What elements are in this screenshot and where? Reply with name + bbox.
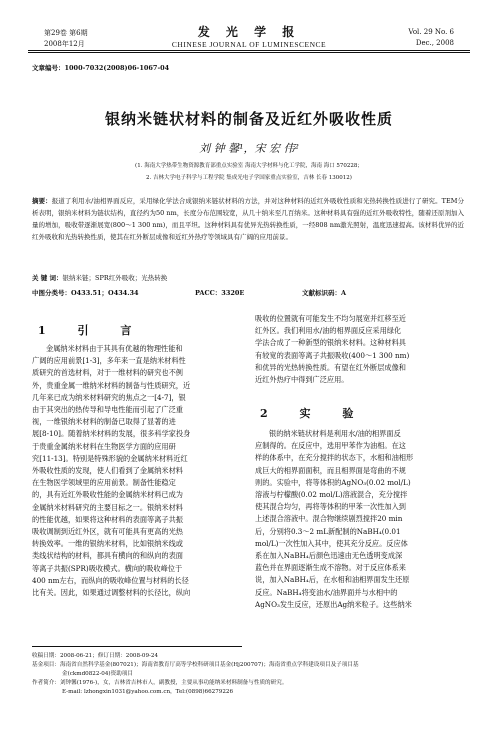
volume-issue-cn: 第29卷 第6期 [44, 29, 88, 37]
header-rule-thin [28, 52, 470, 53]
authors: 刘 钟 馨¹，宋 宏 伟² [199, 142, 299, 155]
footnote-line: 作者简介：刘钟馨(1976-)，女，吉林省吉林市人，副教授，主要从事功能纳米材料制备与性质的研究。 [32, 680, 288, 686]
body-text-line: 溶液与柠檬酸(0.02 mol/L)溶液混合，充分搅拌 [255, 490, 408, 500]
body-text-line: 使其混合均匀，再将等体积的甲苯一次性加入到 [255, 502, 406, 512]
date-cn: 2008年12月 [44, 40, 85, 48]
body-text-line: 近红外热疗中得到广泛应用。 [255, 375, 349, 385]
date-en: Dec., 2008 [415, 39, 454, 47]
body-text-line: mol/L)一次性加入其中，使其充分反应。反应体 [255, 538, 408, 548]
body-text-line: 应制得的。在反应中，选用甲苯作为油相。在这 [255, 441, 406, 451]
body-text-line: 吸收调制到近红外区，就有可能具有更高的光热 [32, 527, 183, 537]
body-text-line: 于贵重金属纳米材料在生物医学方面的应用研 [32, 441, 176, 451]
body-text-line: 系在加入NaBH₄后颜色迅速由无色透明变成深 [255, 551, 403, 561]
body-text-line: 的，具有近红外吸收性能的金属纳米材料已成为 [32, 490, 183, 500]
body-text-line: 转换效率。一维的银纳米材料，比如银纳米线或 [32, 539, 183, 549]
footnotes [32, 652, 472, 697]
journal-title-en: CHINESE JOURNAL OF LUMINESCENCE [171, 40, 327, 49]
body-text-line: 视，一维银纳米材料的制备已取得了显著的进 [32, 417, 176, 427]
body-text-line: 和优异的光热转换性质。有望在红外断层成像和 [255, 362, 406, 372]
footnote-line: 收稿日期：2008-06-21；修订日期：2008-09-24 [32, 653, 159, 659]
right-column-top [255, 313, 467, 386]
body-text-line: 则的。实验中，将等体积的AgNO₃(0.02 mol/L) [255, 477, 411, 487]
left-column [32, 343, 244, 599]
body-text-line: 有较宽的表面等离子共振吸收(400～1 300 nm) [255, 350, 410, 360]
body-text-line: 蓝色并在界面逐渐生成不溶物。对于反应体系来 [255, 563, 406, 573]
right-column-bottom [255, 428, 467, 611]
article-id: 文章编号：1000-7032(2008)06-1067-04 [32, 64, 170, 72]
body-text-line: 400 nm左右，而纵向的吸收峰位置与材料的长径 [32, 575, 189, 585]
body-text-line: 说，加入NaBH₄后，在水相和油相界面发生还原 [255, 575, 410, 585]
body-text-line: 金属纳米材料由于其具有优越的物理性能和 [46, 344, 183, 353]
journal-title-cn: 发 光 学 报 [197, 25, 301, 39]
paper-title: 银纳米链状材料的制备及近红外吸收性质 [104, 110, 393, 128]
keywords-text: 银纳米链；SPR红外吸收；光热转换 [62, 274, 168, 282]
body-text-line: 金属纳米材料研究的主要目标之一。银纳米材料 [32, 502, 183, 512]
body-text-line: 成巨大的相界面面积，而且相界面是弯曲的不规 [255, 465, 406, 475]
abstract [32, 195, 464, 243]
pacc-code: PACC：3320E [195, 289, 245, 297]
body-text-line: 银的纳米链状材料是利用水/油的相界面反 [269, 429, 401, 438]
body-text-line: 后，分别将0.3～2 mL新配制的NaBH₄(0.01 [255, 526, 401, 536]
body-text-line: 在生物医学领域里的应用前景。制备性能稳定 [32, 478, 176, 488]
body-text-line: 由于其突出的热传导和导电性能而引起了广泛重 [32, 405, 183, 415]
body-text-line: 广阔的应用前景[1-3]，多年来一直是纳米材料性 [32, 356, 186, 366]
classification [32, 288, 347, 297]
body-text-line: 样的体系中，在充分搅拌的状态下，水相和油相形 [255, 453, 414, 463]
section-heading-introduction: 1 引 言 [38, 324, 146, 337]
body-text-line: 的性能优越，如果将这种材料的表面等离子共振 [32, 514, 183, 524]
body-text-line: 质研究的首选材料，对于一维材料的研究也不例 [32, 368, 183, 378]
footnote-rule [32, 646, 242, 647]
keywords-label: 关 键 词： [32, 274, 63, 282]
section-heading-experiment: 2 实 验 [260, 407, 368, 420]
volume-issue-en: Vol. 29 No. 6 [408, 28, 454, 36]
body-text-line: 等离子共振(SPR)吸收模式。横向的吸收峰位于 [32, 563, 183, 573]
affiliation-2: 2. 吉林大学电子科学与工程学院 集成光电子学国家重点实验室，吉林 长春 130012) [146, 175, 352, 181]
footnote-line: 基金项目：海南省自然科学基金(807021)；海南省教育厅高等学校科研项目基金(Hj200707)；海南省重点学科建设项目及子项目基 [32, 662, 359, 668]
body-text-line: 吸收的位置就有可能发生不均匀展宽并红移至近 [255, 314, 406, 323]
abstract-label: 摘要： [32, 197, 52, 205]
body-text-line: 外，贵重金属一维纳米材料的制备与性质研究，近 [32, 380, 191, 390]
body-text-line: 究[11-13]。特别是特殊形貌的金属纳米材料近红 [32, 453, 188, 463]
body-text-line: 比有关。因此，如果通过调整材料的长径比，纵向 [32, 588, 191, 598]
keywords [32, 273, 167, 282]
body-text-line: 学法合成了一种新型的银纳米材料。这种材料具 [255, 338, 406, 348]
body-text-line: 反应。NaBH₄将变油水/油界面并与水相中的 [255, 587, 398, 597]
abstract-text: 报道了利用水/油相界面反应，采用绿化学法合成银纳米链状材料的方法，并对这种材料的近红外吸收性质和光热转换性质进行了研究。TEM分析表明，银纳米材料为链状结构，直径约为50 nm，长度分布范围较宽，从几十纳米至几百纳米。这种材料具有强的近红外吸收特性，随着还原剂加入量的增加，吸收带逐渐展宽(800～1 300 nm)，而且平坦。这种材料具有优异光热转换性质，一经808 nm激光照射，温度迅速提高。该材料优异的近红外吸收和光热转换性质，使其在红外断层成像和近红外热疗等领域具有广阔的应用前景。 [32, 197, 464, 241]
clc-number: 中图分类号：O433.51；O434.34 [32, 289, 139, 297]
body-text-line: 红外区。我们利用水/油的相界面反应采用绿化 [255, 326, 402, 336]
footnote-line: E-mail: lzhongxin1031@yahoo.com.cn，Tel:(0898)66279226 [62, 689, 233, 695]
body-text-line: 几年来已成为纳米材料研究的焦点之一[4-7]，银 [32, 392, 186, 402]
body-text-line: 展[8-10]。随着纳米材料的发展，很多科学家投身 [32, 429, 191, 439]
body-text-line: AgNO₃发生反应，还原出Ag纳米粒子。这些纳米 [255, 599, 412, 609]
header-rule [28, 50, 470, 51]
body-text-line: 上述混合溶液中。混合物继续剧烈搅拌20 min [255, 514, 403, 524]
footnote-line: 金(ckmd0822-04)资助项目 [62, 671, 133, 677]
body-text-line: 外吸收性质的发现，使人们看到了金属纳米材料 [32, 466, 183, 476]
affiliation-1: (1. 海南大学热带生物资源教育部重点实验室 海南大学材料与化工学院，海南 海口 570228； [135, 163, 363, 169]
body-text-line: 类线状结构的材料，都具有横向的和纵向的表面 [32, 551, 183, 561]
document-code: 文献标识码：A [302, 289, 347, 297]
